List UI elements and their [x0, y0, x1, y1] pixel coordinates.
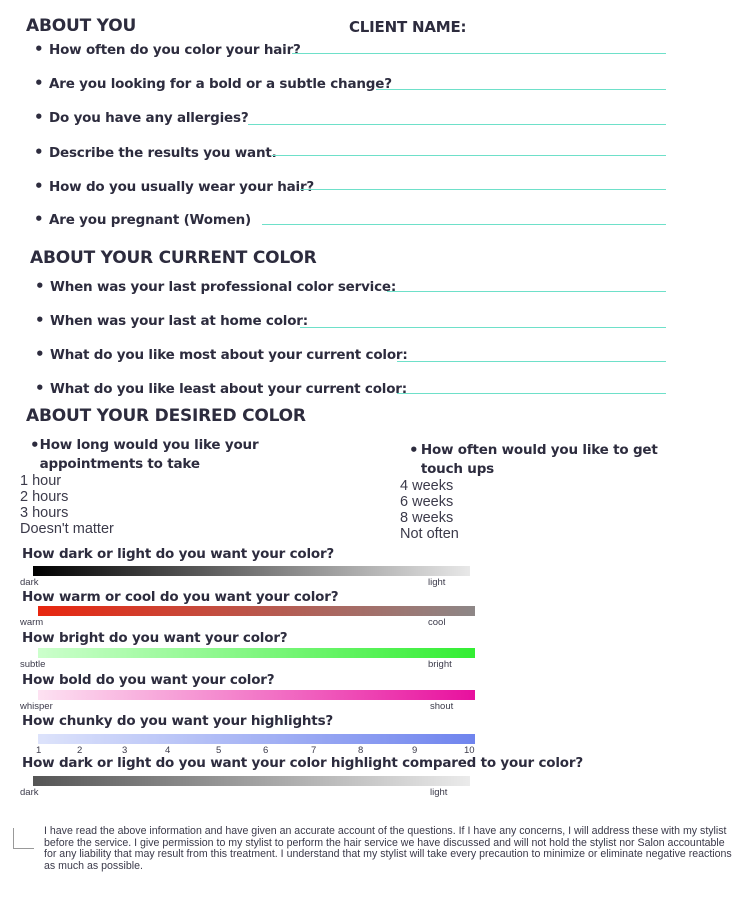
option-item[interactable]: 6 weeks	[400, 494, 454, 510]
answer-field[interactable]	[376, 89, 666, 90]
disclaimer-text: I have read the above information and have given an accurate account of the questions. If I have any concerns, I will address these with my stylist before the service. I give permission to my stylist to perform the hair service we have discussed and will not hold the stylist nor Salon accountable for any liability that may result from this treatment. I understand that my stylist will take every precaution to minimize or eliminate negative reactions as much as possible.	[44, 825, 732, 872]
bullet-icon: •	[35, 379, 45, 397]
tick-label: 4	[165, 745, 171, 756]
highlight-contrast-slider[interactable]	[33, 776, 470, 786]
question-row	[35, 309, 308, 329]
bullet-icon: •	[34, 177, 44, 195]
question-row	[34, 106, 248, 126]
appointment-question	[30, 436, 280, 474]
scale-max-label: cool	[428, 617, 446, 628]
question-row	[34, 175, 314, 195]
client-name-label: CLIENT NAME:	[349, 18, 467, 36]
agreement-checkbox[interactable]	[13, 828, 34, 849]
scale-title-darkness: How dark or light do you want your color?	[22, 546, 335, 562]
scale-title-chunkiness: How chunky do you want your highlights?	[22, 713, 334, 729]
scale-max-label: light	[430, 787, 448, 798]
tick-label: 9	[412, 745, 418, 756]
darkness-slider[interactable]	[33, 566, 470, 576]
current-color-heading: ABOUT YOUR CURRENT COLOR	[30, 248, 317, 268]
tick-label: 3	[122, 745, 128, 756]
tick-label: 7	[311, 745, 317, 756]
bullet-icon: •	[34, 74, 44, 92]
question-label: Are you looking for a bold or a subtle change?	[49, 76, 392, 92]
answer-field[interactable]	[272, 155, 666, 156]
answer-field[interactable]	[387, 291, 666, 292]
bullet-icon: •	[34, 143, 44, 161]
answer-field[interactable]	[397, 393, 666, 394]
option-item[interactable]: 4 weeks	[400, 478, 454, 494]
boldness-slider[interactable]	[38, 690, 475, 700]
question-label: Are you pregnant (Women)	[49, 212, 252, 228]
answer-field[interactable]	[300, 189, 666, 190]
question-row	[35, 377, 407, 397]
bullet-icon: •	[35, 311, 45, 329]
desired-color-heading: ABOUT YOUR DESIRED COLOR	[26, 406, 306, 426]
touchups-question-label: How often would you like to get touch ups	[420, 442, 658, 477]
question-row	[34, 208, 251, 228]
scale-min-label: whisper	[20, 701, 53, 712]
bullet-icon: •	[35, 277, 45, 295]
scale-min-label: dark	[20, 577, 39, 588]
tick-label: 10	[464, 745, 475, 756]
scale-title-brightness: How bright do you want your color?	[22, 630, 288, 646]
tick-label: 2	[77, 745, 83, 756]
scale-max-label: light	[428, 577, 446, 588]
question-label: Describe the results you want.	[49, 145, 277, 161]
scale-min-label: dark	[20, 787, 39, 798]
warmth-slider[interactable]	[38, 606, 475, 616]
scale-title-highlight-contrast: How dark or light do you want your color highlight compared to your color?	[22, 755, 583, 771]
question-label: How often do you color your hair?	[49, 42, 301, 58]
tick-label: 1	[36, 745, 42, 756]
about-you-heading: ABOUT YOU	[26, 16, 137, 36]
question-row	[35, 275, 396, 295]
answer-field[interactable]	[248, 124, 666, 125]
option-item[interactable]: 2 hours	[20, 489, 69, 505]
bullet-icon: •	[35, 345, 45, 363]
option-item[interactable]: Not often	[400, 526, 459, 542]
scale-title-warmth: How warm or cool do you want your color?	[22, 589, 339, 605]
scale-min-label: warm	[20, 617, 44, 628]
option-item[interactable]: 8 weeks	[400, 510, 454, 526]
question-label: When was your last professional color service:	[50, 279, 397, 295]
scale-max-label: shout	[430, 701, 454, 712]
option-item[interactable]: 1 hour	[20, 473, 62, 489]
question-label: When was your last at home color:	[50, 313, 308, 329]
tick-label: 6	[263, 745, 269, 756]
tick-label: 5	[216, 745, 222, 756]
bullet-icon: •	[30, 436, 40, 454]
question-row	[35, 343, 408, 363]
appointment-options	[20, 473, 114, 537]
question-label: What do you like least about your current color:	[50, 381, 407, 397]
brightness-slider[interactable]	[38, 648, 475, 658]
answer-field[interactable]	[262, 224, 666, 225]
answer-field[interactable]	[300, 327, 666, 328]
tick-label: 8	[358, 745, 364, 756]
touchups-question	[409, 441, 669, 479]
bullet-icon: •	[34, 210, 44, 228]
question-label: Do you have any allergies?	[49, 110, 249, 126]
question-label: How do you usually wear your hair?	[49, 179, 315, 195]
scale-max-label: bright	[428, 659, 452, 670]
option-item[interactable]: Doesn't matter	[20, 521, 114, 537]
bullet-icon: •	[34, 108, 44, 126]
answer-field[interactable]	[292, 53, 666, 54]
appointment-question-label: How long would you like your appointments to take	[39, 437, 259, 472]
bullet-icon: •	[34, 40, 44, 58]
chunkiness-slider[interactable]	[38, 734, 475, 744]
question-row	[34, 38, 301, 58]
scale-min-label: subtle	[20, 659, 46, 670]
option-item[interactable]: 3 hours	[20, 505, 69, 521]
bullet-icon: •	[409, 441, 419, 459]
question-row	[34, 141, 277, 161]
question-label: What do you like most about your current color:	[50, 347, 408, 363]
answer-field[interactable]	[397, 361, 666, 362]
scale-title-boldness: How bold do you want your color?	[22, 672, 275, 688]
touchups-options	[400, 478, 459, 542]
question-row	[34, 72, 392, 92]
